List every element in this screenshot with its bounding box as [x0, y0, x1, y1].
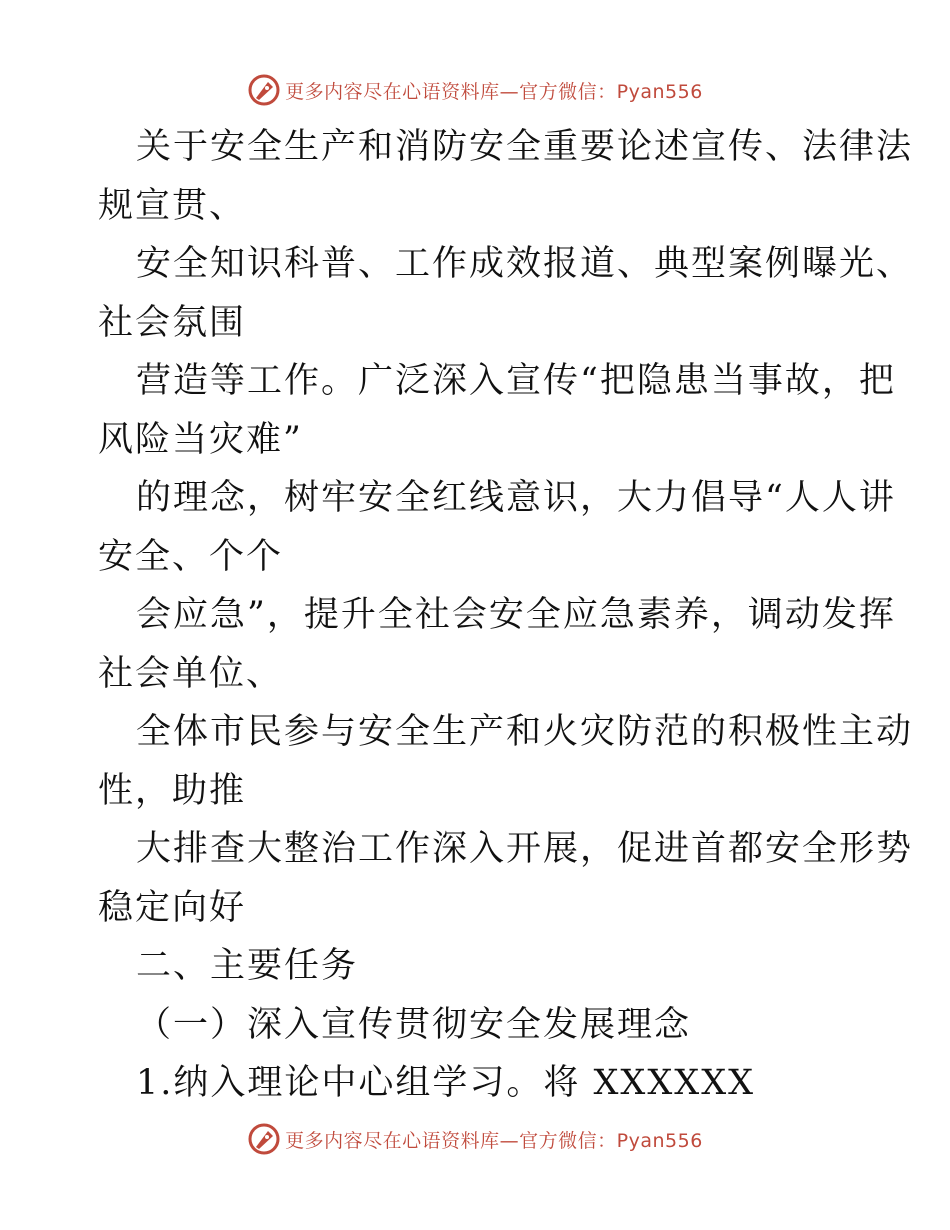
text-line: 社会氛围 [98, 302, 247, 343]
watermark-header [0, 70, 950, 110]
text-line: 关于安全生产和消防安全重要论述宣传、法律法 [136, 127, 914, 167]
text-line: 风险当灾难” [98, 419, 303, 460]
section-heading: 二、主要任务 [136, 946, 359, 986]
pen-nib-icon [247, 73, 281, 107]
text-line: 稳定向好 [98, 887, 247, 928]
text-line: 安全、个个 [98, 536, 284, 577]
text-line: 大排查大整治工作深入开展，促进首都安全形势 [136, 829, 914, 869]
text-line: 会应急”，提升全社会安全应急素养，调动发挥 [136, 595, 896, 635]
text-line: 安全知识科普、工作成效报道、典型案例曝光、 [136, 244, 914, 284]
text-line: 性，助推 [98, 770, 247, 811]
pen-nib-icon [247, 1122, 281, 1156]
text-line: 全体市民参与安全生产和火灾防范的积极性主动 [136, 712, 914, 752]
watermark-footer [0, 1119, 950, 1159]
document-body [98, 118, 914, 1113]
watermark-text: 更多内容尽在心语资料库—官方微信：Pyan556 [285, 80, 703, 103]
watermark-text: 更多内容尽在心语资料库—官方微信：Pyan556 [285, 1129, 703, 1152]
text-line: 营造等工作。广泛深入宣传“把隐患当事故，把 [136, 361, 896, 401]
text-line: 的理念，树牢安全红线意识，大力倡导“人人讲 [136, 478, 896, 518]
subsection-heading: （一）深入宣传贯彻安全发展理念 [136, 1004, 692, 1045]
text-line: 规宣贯、 [98, 185, 247, 226]
text-line: 1.纳入理论中心组学习。将 XXXXXX [136, 1063, 756, 1103]
text-line: 社会单位、 [98, 653, 284, 694]
